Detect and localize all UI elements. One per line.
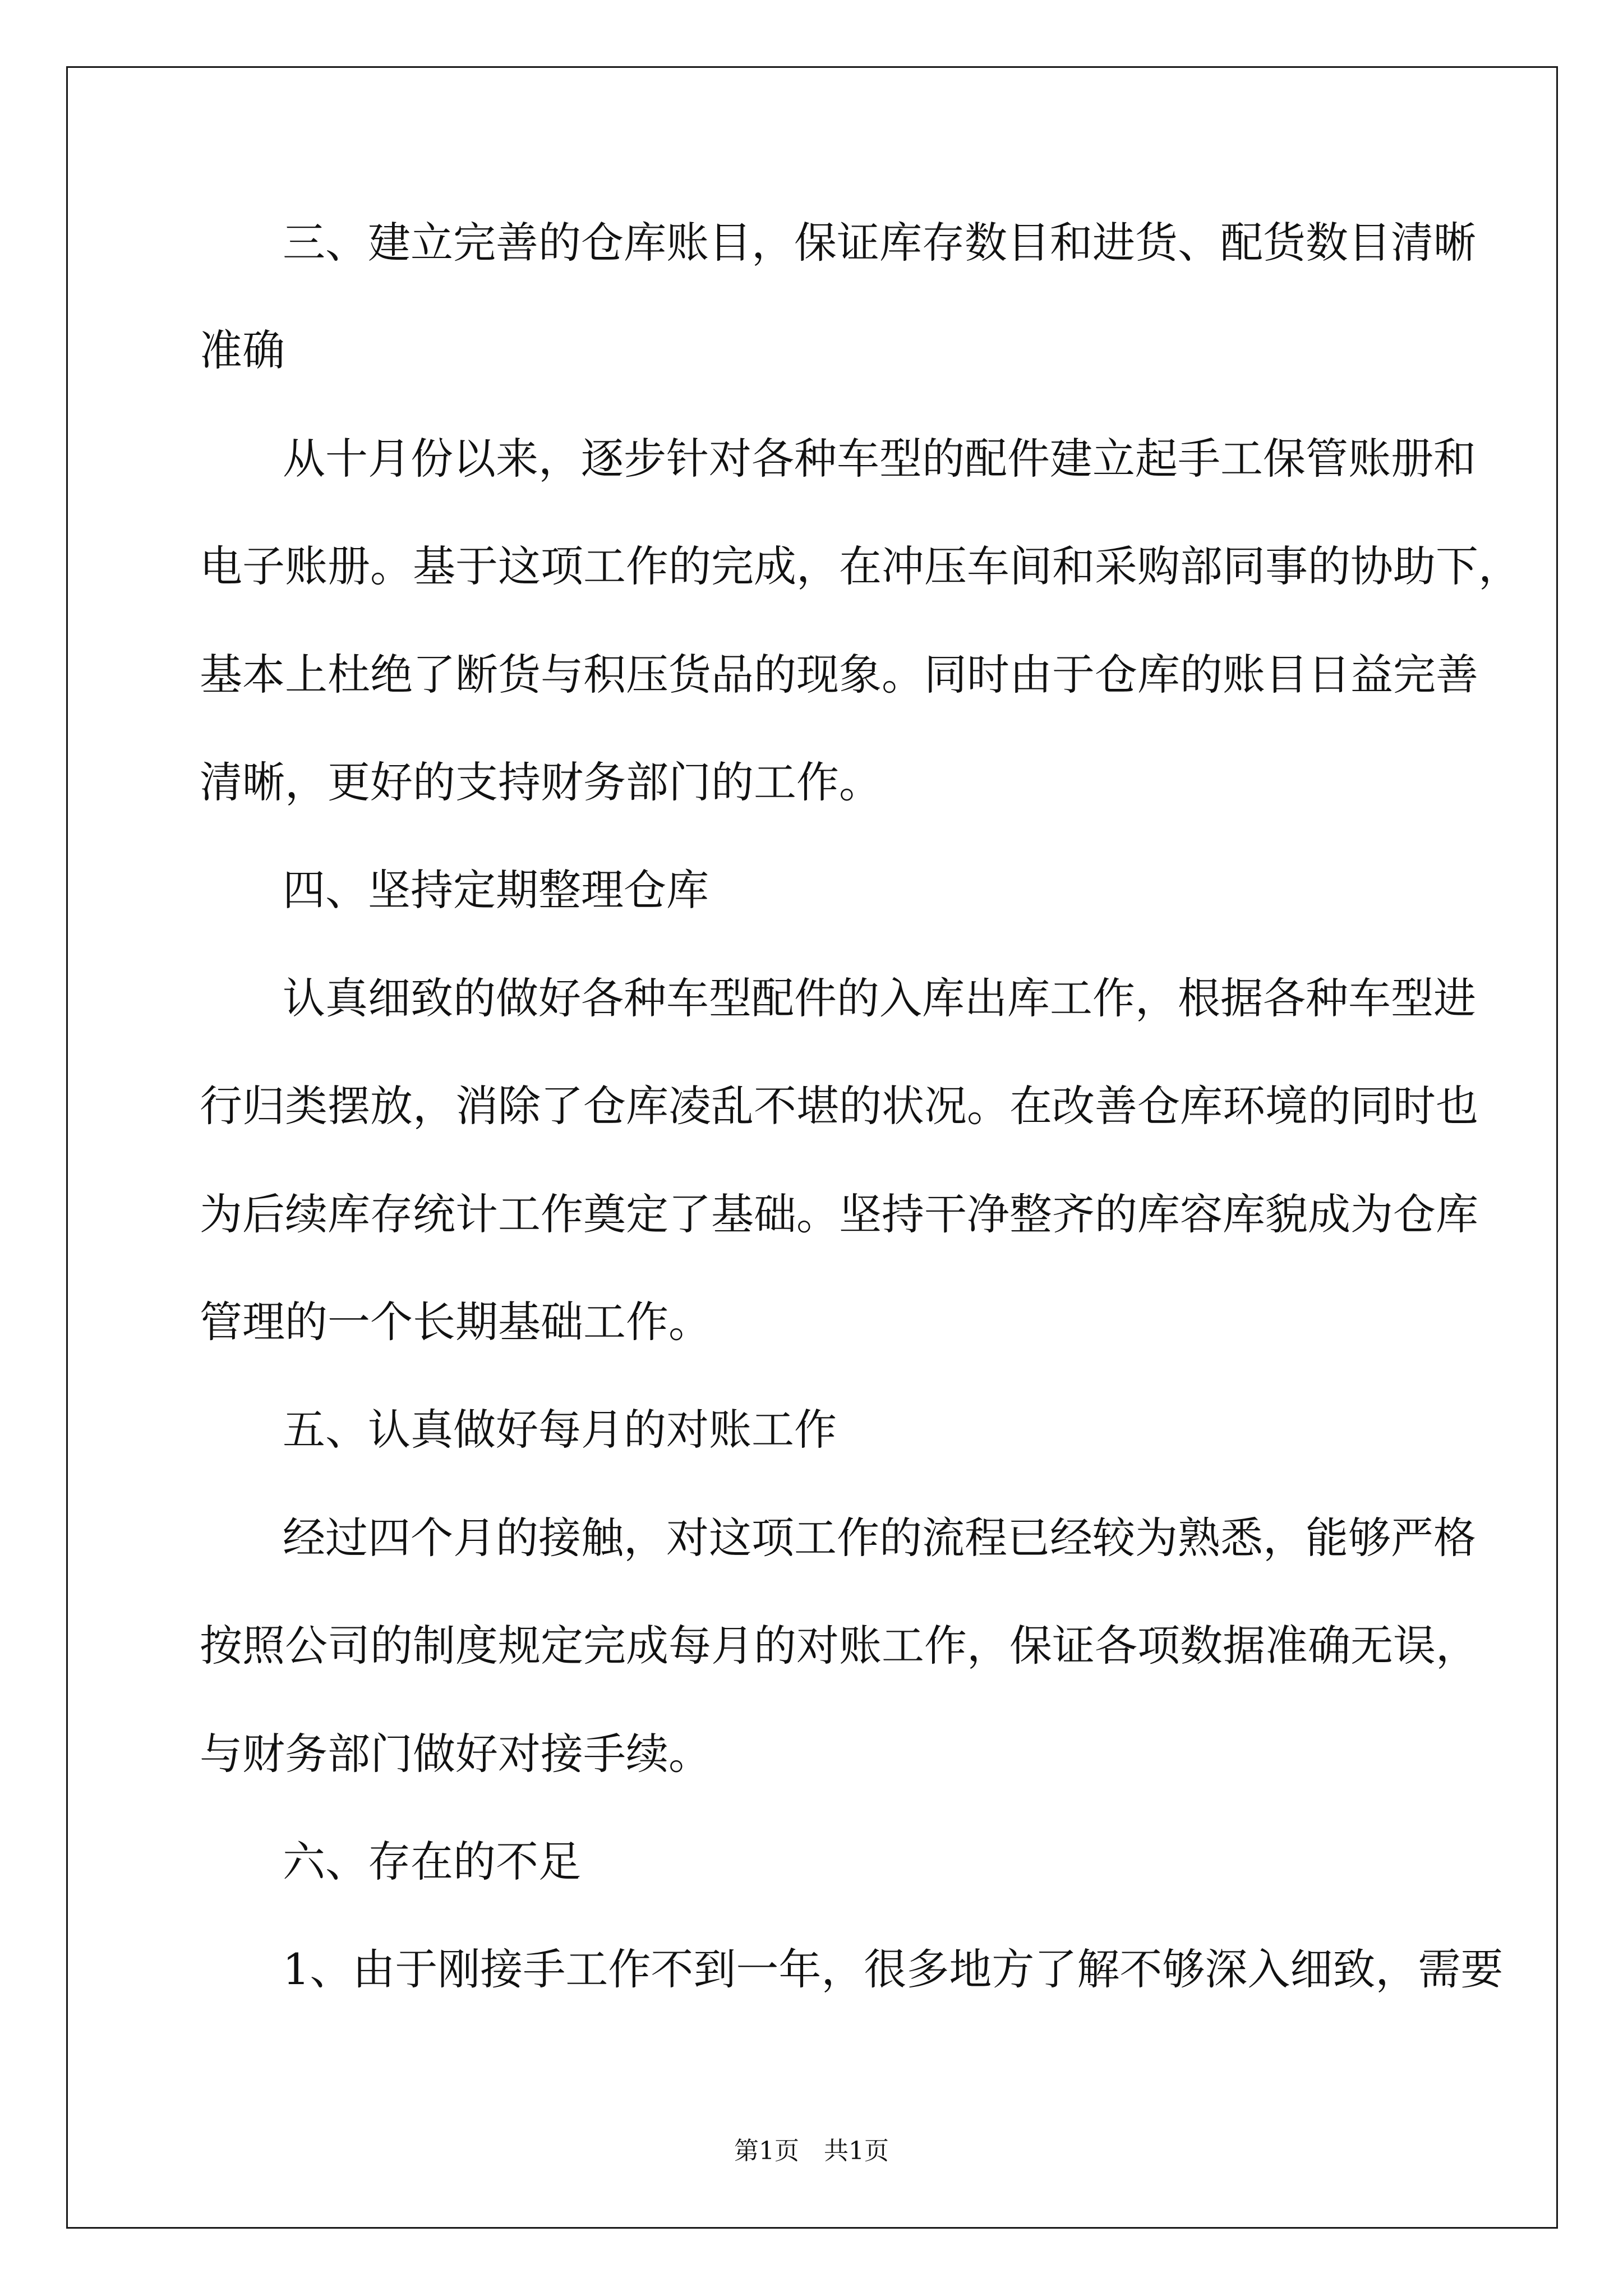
- heading-line: 五、认真做好每月的对账工作: [283, 1405, 837, 1455]
- paragraph-line: 与财务部门做好对接手续。: [200, 1729, 711, 1779]
- paragraph-line: 基本上杜绝了断货与积压货品的现象。同时由于仓库的账目日益完善: [200, 650, 1478, 700]
- paragraph-line: 为后续库存统计工作奠定了基础。坚持干净整齐的库容库貌成为仓库: [200, 1189, 1478, 1239]
- heading-line: 三、建立完善的仓库账目，保证库存数目和进货、配货数目清晰: [283, 218, 1476, 268]
- paragraph-line: 按照公司的制度规定完成每月的对账工作，保证各项数据准确无误，: [200, 1621, 1478, 1671]
- heading-line: 四、坚持定期整理仓库: [283, 865, 709, 915]
- heading-line: 六、存在的不足: [283, 1837, 581, 1887]
- page-border: [66, 66, 1558, 2229]
- paragraph-line: 认真细致的做好各种车型配件的入库出库工作，根据各种车型进: [283, 973, 1476, 1023]
- paragraph-line: 行归类摆放，消除了仓库凌乱不堪的状况。在改善仓库环境的同时也: [200, 1081, 1478, 1131]
- paragraph-line: 1、由于刚接手工作不到一年，很多地方了解不够深入细致，需要: [283, 1944, 1504, 1994]
- paragraph-line: 电子账册。基于这项工作的完成，在冲压车间和采购部同事的协助下，: [200, 541, 1521, 591]
- paragraph-line: 管理的一个长期基础工作。: [200, 1297, 711, 1347]
- page-number-footer: 第1页 共1页: [734, 2137, 889, 2165]
- paragraph-line: 清晰，更好的支持财务部门的工作。: [200, 757, 882, 807]
- paragraph-line: 准确: [200, 325, 285, 375]
- paragraph-line: 从十月份以来，逐步针对各种车型的配件建立起手工保管账册和: [283, 434, 1476, 484]
- paragraph-line: 经过四个月的接触，对这项工作的流程已经较为熟悉，能够严格: [283, 1513, 1476, 1563]
